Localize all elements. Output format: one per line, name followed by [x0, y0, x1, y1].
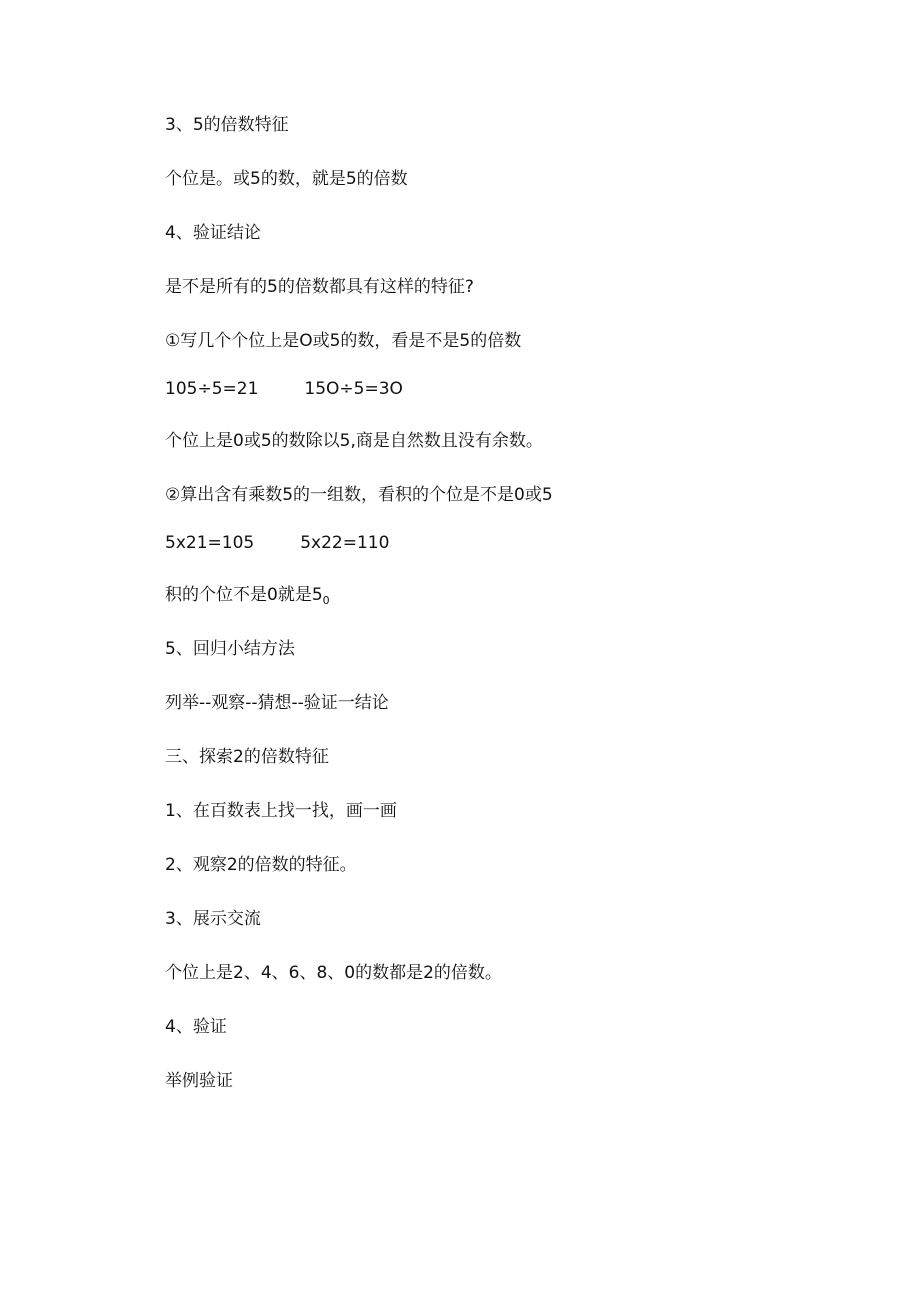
text-multiples-of-2-rule: 个位上是2、4、6、8、0的数都是2的倍数。 [165, 963, 502, 983]
heading-explore-multiples-of-2: 三、探索2的倍数特征 [165, 747, 329, 767]
equation-5x21: 5x21=105 [165, 533, 255, 553]
equation-5x22: 5x22=110 [300, 533, 390, 553]
heading-summary-method: 5、回归小结方法 [165, 639, 295, 659]
text-product-conclusion [165, 584, 330, 612]
text-step-2: ②算出含有乘数5的一组数，看积的个位是不是0或5 [165, 485, 553, 505]
heading-verify: 4、验证 [165, 1017, 227, 1037]
text-multiples-of-5-rule: 个位是。或5的数，就是5的倍数 [165, 169, 408, 189]
equation-row-division [165, 378, 403, 400]
text-division-conclusion: 个位上是0或5的数除以5,商是自然数且没有余数。 [165, 431, 543, 451]
text-method-steps: 列举--观察--猜想--验证一结论 [165, 693, 389, 713]
heading-verify-conclusion: 4、验证结论 [165, 223, 261, 243]
text-example-verify: 举例验证 [165, 1071, 233, 1091]
text-hundred-chart: 1、在百数表上找一找，画一画 [165, 801, 397, 821]
equation-150-div-5: 15O÷5=3O [304, 379, 403, 399]
heading-multiples-of-5-feature: 3、5的倍数特征 [165, 115, 289, 135]
text-observe-feature: 2、观察2的倍数的特征。 [165, 855, 357, 875]
product-conclusion-main: 积的个位不是0就是5 [165, 585, 323, 605]
product-conclusion-subscript: 0 [322, 594, 330, 607]
equation-105-div-5: 105÷5=21 [165, 379, 259, 399]
text-step-1: ①写几个个位上是O或5的数，看是不是5的倍数 [165, 331, 522, 351]
equation-row-multiplication [165, 532, 389, 554]
heading-present-exchange: 3、展示交流 [165, 909, 261, 929]
text-question: 是不是所有的5的倍数都具有这样的特征? [165, 277, 474, 297]
